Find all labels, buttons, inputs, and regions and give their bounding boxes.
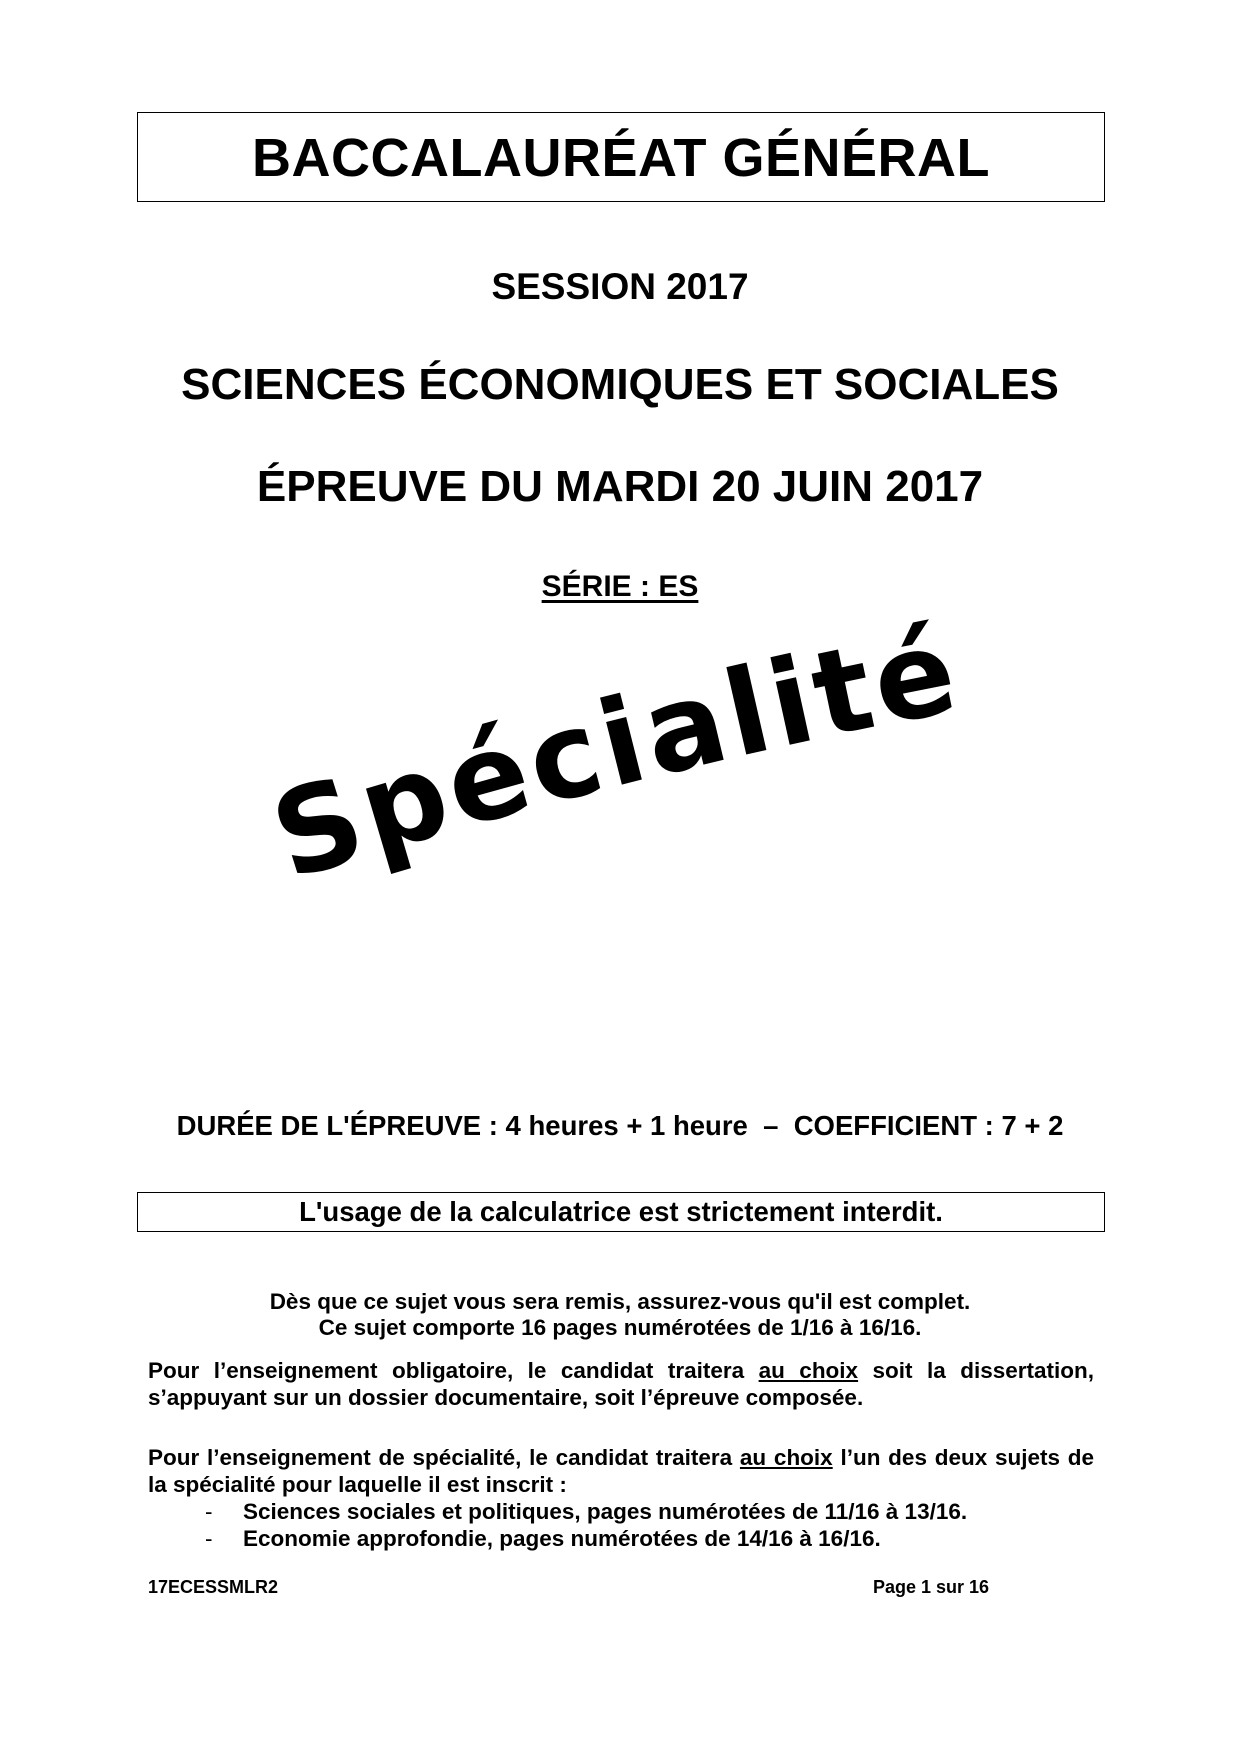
obligatory-text-end: soit la dissertation, s’appuyant sur un dossier documentaire, soit l’épreuve composée.	[148, 1358, 1094, 1410]
specialty-choice: au choix	[739, 1445, 833, 1470]
subject-code: 17ECESSMLR2	[148, 1577, 279, 1597]
bullet-dash: -	[205, 1499, 213, 1524]
specialite-text: Spécialité	[256, 600, 971, 907]
exam-title: BACCALAURÉAT GÉNÉRAL	[137, 112, 1105, 202]
obligatory-choice: au choix	[758, 1358, 859, 1383]
list-item-text: Sciences sociales et politiques, pages numérotées de 11/16 à 13/16.	[243, 1499, 968, 1524]
subject-heading: SCIENCES ÉCONOMIQUES ET SOCIALES	[181, 360, 1059, 409]
obligatory-text-start: Pour l’enseignement obligatoire, le candidat traitera	[148, 1358, 759, 1383]
session-heading: SESSION 2017	[491, 266, 749, 307]
specialty-text-end: l’un des deux sujets de la spécialité pour laquelle il est inscrit :	[148, 1445, 1094, 1497]
bullet-dash: -	[205, 1526, 213, 1551]
svg-text:Spécialité	[257, 600, 971, 906]
list-item-text: Economie approfondie, pages numérotées de 14/16 à 16/16.	[243, 1526, 881, 1551]
duration-coefficient: DURÉE DE L'ÉPREUVE : 4 heures + 1 heure – COEFFICIENT : 7 + 2	[176, 1110, 1064, 1141]
specialite-stamp	[256, 600, 1030, 920]
obligatory-instructions	[148, 1357, 1094, 1411]
specialty-text-start: Pour l’enseignement de spécialité, le candidat traitera	[148, 1445, 740, 1470]
calculator-notice: L'usage de la calculatrice est strictement interdit.	[137, 1192, 1105, 1232]
specialty-instructions	[148, 1444, 1094, 1498]
page-count-notice: Ce sujet comporte 16 pages numérotées de 1/16 à 16/16.	[318, 1315, 922, 1340]
series-heading: SÉRIE : ES	[541, 570, 699, 603]
completeness-notice: Dès que ce sujet vous sera remis, assurez-vous qu'il est complet.	[269, 1289, 971, 1314]
specialite-wordart	[256, 600, 1030, 920]
list-item	[205, 1525, 881, 1552]
list-item	[205, 1498, 967, 1525]
exam-date-heading: ÉPREUVE DU MARDI 20 JUIN 2017	[256, 462, 984, 511]
page-number: Page 1 sur 16	[873, 1577, 990, 1597]
